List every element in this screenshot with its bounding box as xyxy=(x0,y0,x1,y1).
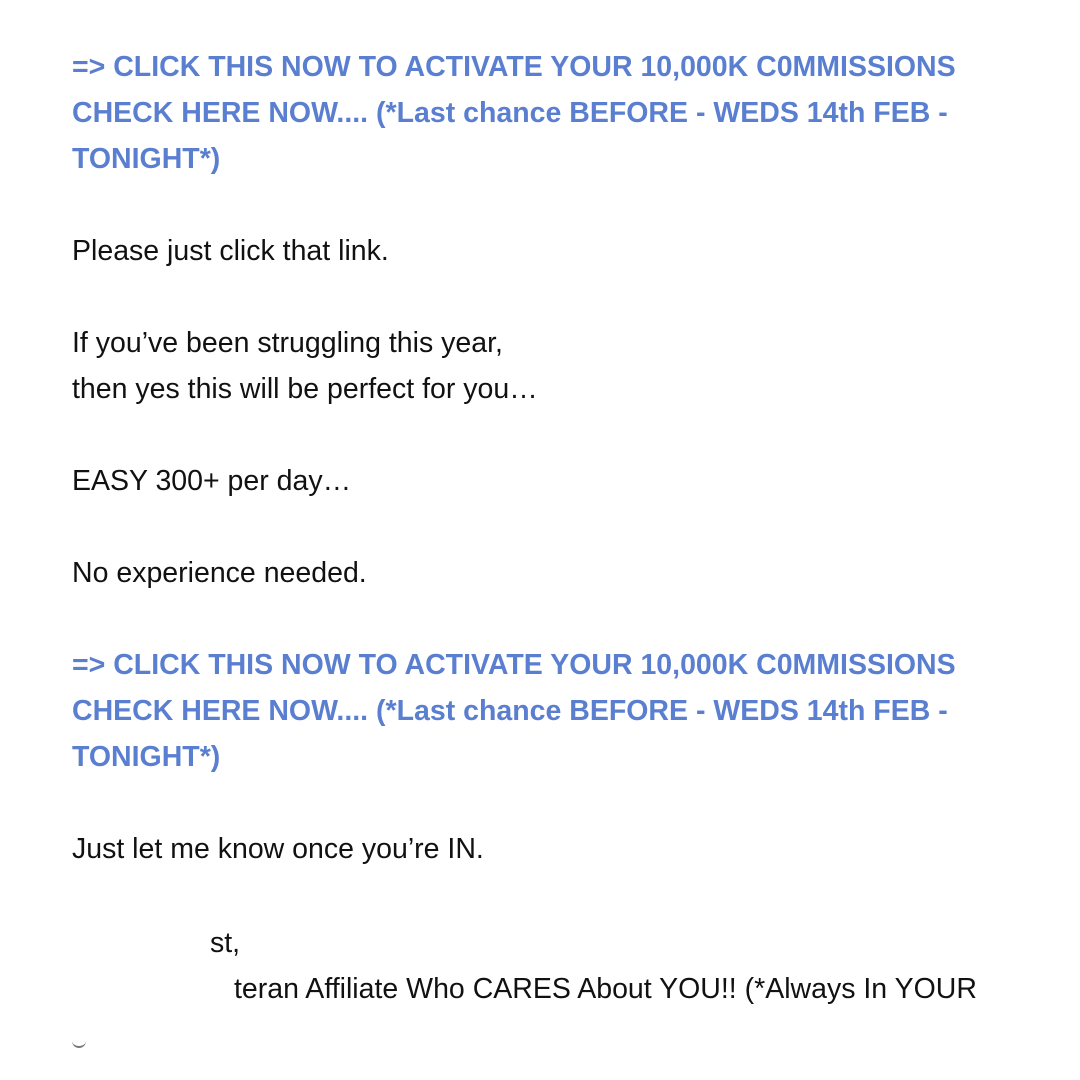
email-body xyxy=(72,44,1032,872)
spacer xyxy=(72,596,1032,642)
spacer xyxy=(72,412,1032,458)
spacer xyxy=(72,182,1032,228)
signature-line-2: teran Affiliate Who CARES About YOU!! (*Always In YOUR xyxy=(234,973,977,1005)
spacer xyxy=(72,780,1032,826)
signature-line-1: st, xyxy=(210,927,241,959)
paragraph-struggling-line-2: then yes this will be perfect for you… xyxy=(72,373,538,405)
paragraph-easy-per-day: EASY 300+ per day… xyxy=(72,465,352,497)
spacer xyxy=(72,274,1032,320)
cta-link-activate-commissions-2[interactable]: => CLICK THIS NOW TO ACTIVATE YOUR 10,000K C0MMISSIONS CHECK HERE NOW.... (*Last chance BEFORE - WEDS 14th FEB - TONIGHT*) xyxy=(72,649,956,773)
paragraph-no-experience: No experience needed. xyxy=(72,557,367,589)
paragraph-let-me-know: Just let me know once you’re IN. xyxy=(72,833,484,865)
cta-link-activate-commissions[interactable]: => CLICK THIS NOW TO ACTIVATE YOUR 10,000K C0MMISSIONS CHECK HERE NOW.... (*Last chance BEFORE - WEDS 14th FEB - TONIGHT*) xyxy=(72,51,956,175)
clipped-glyph xyxy=(72,1038,86,1048)
signature-block xyxy=(72,920,1032,1080)
paragraph-click-link: Please just click that link. xyxy=(72,235,389,267)
paragraph-struggling-line-1: If you’ve been struggling this year, xyxy=(72,327,503,359)
spacer xyxy=(72,504,1032,550)
